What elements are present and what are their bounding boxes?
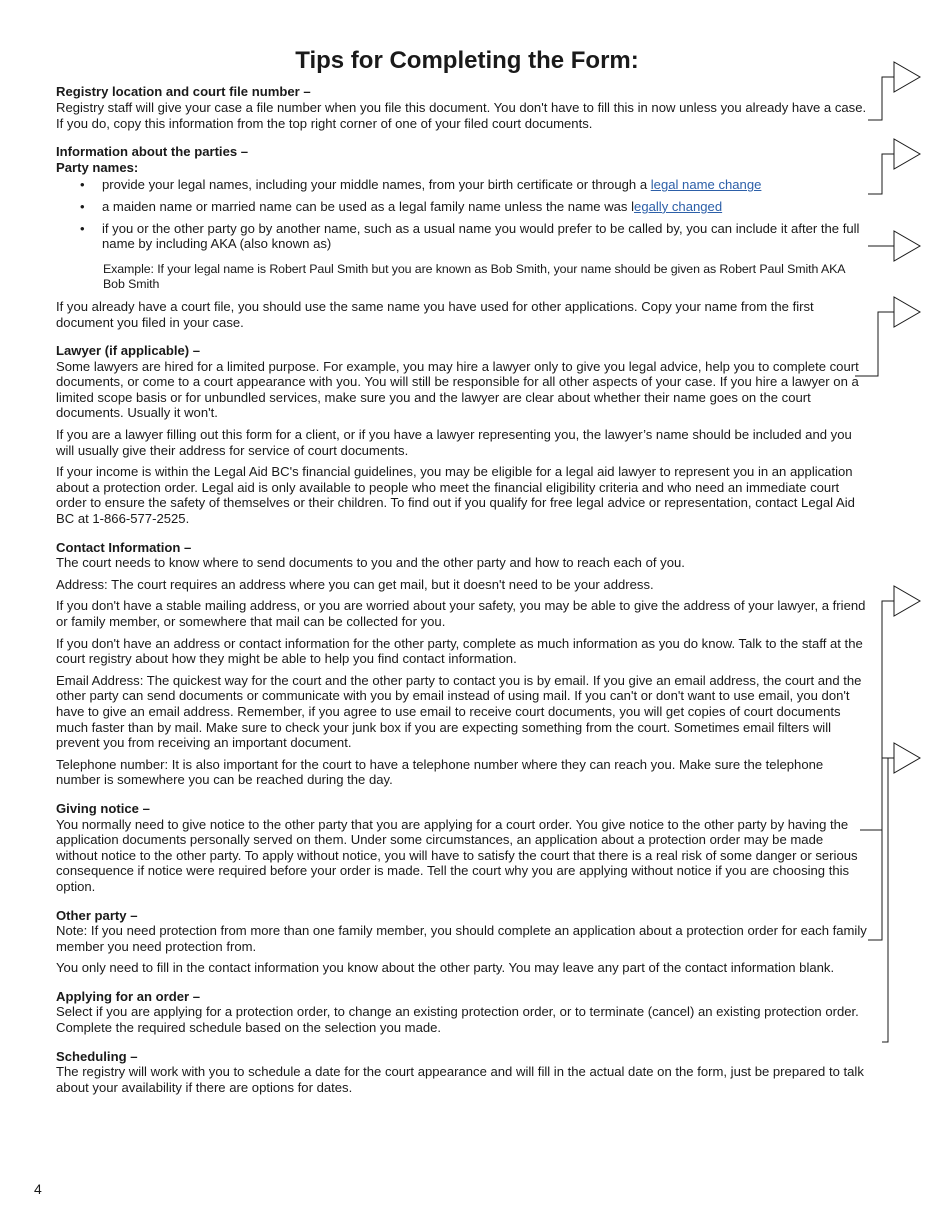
connector-line	[868, 77, 894, 120]
paragraph: Some lawyers are hired for a limited purpose. For example, you may hire a lawyer only to give you legal advice, help you to complete court documents, or come to a court appearance with you. You will still be responsible for all other aspects of your case. If you hire a lawyer on a limited scope basis or for unbundled services, make sure you and the lawyer are clear about whether their name goes on the court documents. Usually it won't.	[56, 358, 859, 421]
paragraph: Note: If you need protection from more than one family member, you should complete an application about a protection order for each family member you need protection from.	[56, 923, 867, 954]
paragraph: If you already have a court file, you should use the same name you have used for other applications. Copy your name from the first document you filed in your case.	[56, 298, 814, 330]
paragraph: The registry will work with you to schedule a date for the court appearance and will fill in the actual date on the form, just be prepared to talk about your availability if there are options for dates.	[56, 1064, 864, 1095]
connector-line	[882, 758, 894, 1042]
section-heading: Other party –	[56, 907, 138, 923]
paragraph: If you are a lawyer filling out this form for a client, or if you have a lawyer representing you, the lawyer’s name should be included and you will usually give their address for service of court documents.	[56, 427, 852, 458]
legal-name-change-link[interactable]: legal name change	[650, 177, 762, 193]
section-heading: Registry location and court file number –	[56, 84, 311, 100]
arrow-icon	[894, 743, 920, 773]
paragraph: Email Address: The quickest way for the court and the other party to contact you is by email. If you give an email address, the court and the other party can send documents or communicate with you by email instead of using mail. If you can't or don't want to use email, you don't have to give an email address. Remember, if you agree to use email to receive court documents, you will get copies of court documents much faster than by mail. Make sure to check your junk box if you are expecting something from the court. Sometimes email filters will prevent you from receiving an important document.	[56, 672, 862, 751]
connector-line	[868, 154, 894, 194]
connector-line	[855, 312, 894, 376]
paragraph: Address: The court requires an address where you can get mail, but it doesn't need to be your address.	[56, 576, 654, 592]
section-heading: Giving notice –	[56, 800, 150, 816]
section-heading: Lawyer (if applicable) –	[56, 343, 201, 359]
arrow-icon	[894, 231, 920, 261]
arrow-icon	[894, 62, 920, 92]
page-title: Tips for Completing the Form:	[295, 47, 639, 74]
section-heading: Applying for an order –	[56, 988, 201, 1004]
paragraph: Registry staff will give your case a file number when you file this document. You don't have to fill this in now unless you already have a case. If you do, copy this information from the top right corner of one of your filed court documents.	[56, 99, 867, 131]
arrow-icon	[894, 297, 920, 327]
arrow-icon	[894, 139, 920, 169]
paragraph: The court needs to know where to send documents to you and the other party and how to reach each of you.	[56, 555, 685, 571]
bullet-text: provide your legal names, including your middle names, from your birth certificate or through a	[102, 177, 651, 193]
bullet-text: a maiden name or married name can be used as a legal family name unless the name was l	[102, 198, 635, 214]
paragraph: Select if you are applying for a protection order, to change an existing protection order, or to terminate (cancel) an existing protection order. Complete the required schedule based on the selection you made.	[56, 1004, 859, 1036]
subheading-party-names: Party names:	[56, 159, 139, 175]
paragraph: If your income is within the Legal Aid BC's financial guidelines, you may be eligible for a legal aid lawyer to represent you in an application about a protection order. Legal aid is only available to people who meet the financial eligibility criteria and who need an immediate court order to ensure the safety of themselves or their children. To find out if you qualify for free legal advice or representation, contact Legal Aid BC at 1-866-577-2525.	[56, 464, 855, 527]
section-heading: Scheduling –	[56, 1048, 138, 1064]
section-heading: Contact Information –	[56, 539, 192, 555]
paragraph: You only need to fill in the contact information you know about the other party. You may leave any part of the contact information blank.	[56, 960, 835, 976]
page-number: 4	[34, 1181, 42, 1197]
paragraph: You normally need to give notice to the other party that you are applying for a court order. You give notice to the other party by having the application documents personally served on them. Under some circumstances, an application about a protection order may be made without notice to the other party. To apply without notice, you will have to satisfy the court that there is a real risk of some danger or serious consequence if notice were required before your order is made. Tell the court why you are applying without notice if you are choosing this option.	[56, 816, 858, 894]
name-example: Example: If your legal name is Robert Paul Smith but you are known as Bob Smith, your name should be given as Robert Paul Smith AKA Bob Smith	[103, 261, 845, 292]
connector-line	[860, 601, 894, 830]
paragraph: Telephone number: It is also important for the court to have a telephone number where they can reach you. Make sure the telephone number is somewhere you can be reached during the day.	[56, 756, 824, 788]
paragraph: If you don't have an address or contact information for the other party, complete as much information as you do know. Talk to the staff at the court registry about how they might be able to help you find contact information.	[56, 635, 863, 667]
connector-line	[868, 758, 894, 940]
section-heading: Information about the parties –	[56, 144, 249, 160]
bullet-text: if you or the other party go by another name, such as a usual name you would prefer to be called by, you can include it after the full name by including AKA (also known as)	[102, 220, 860, 252]
arrow-icon	[894, 586, 920, 616]
paragraph: If you don't have a stable mailing address, or you are worried about your safety, you may be able to give the address of your lawyer, a friend or family member, or somewhere that mail can be collected for you.	[56, 598, 866, 630]
legally-changed-link[interactable]: egally changed	[634, 198, 723, 214]
